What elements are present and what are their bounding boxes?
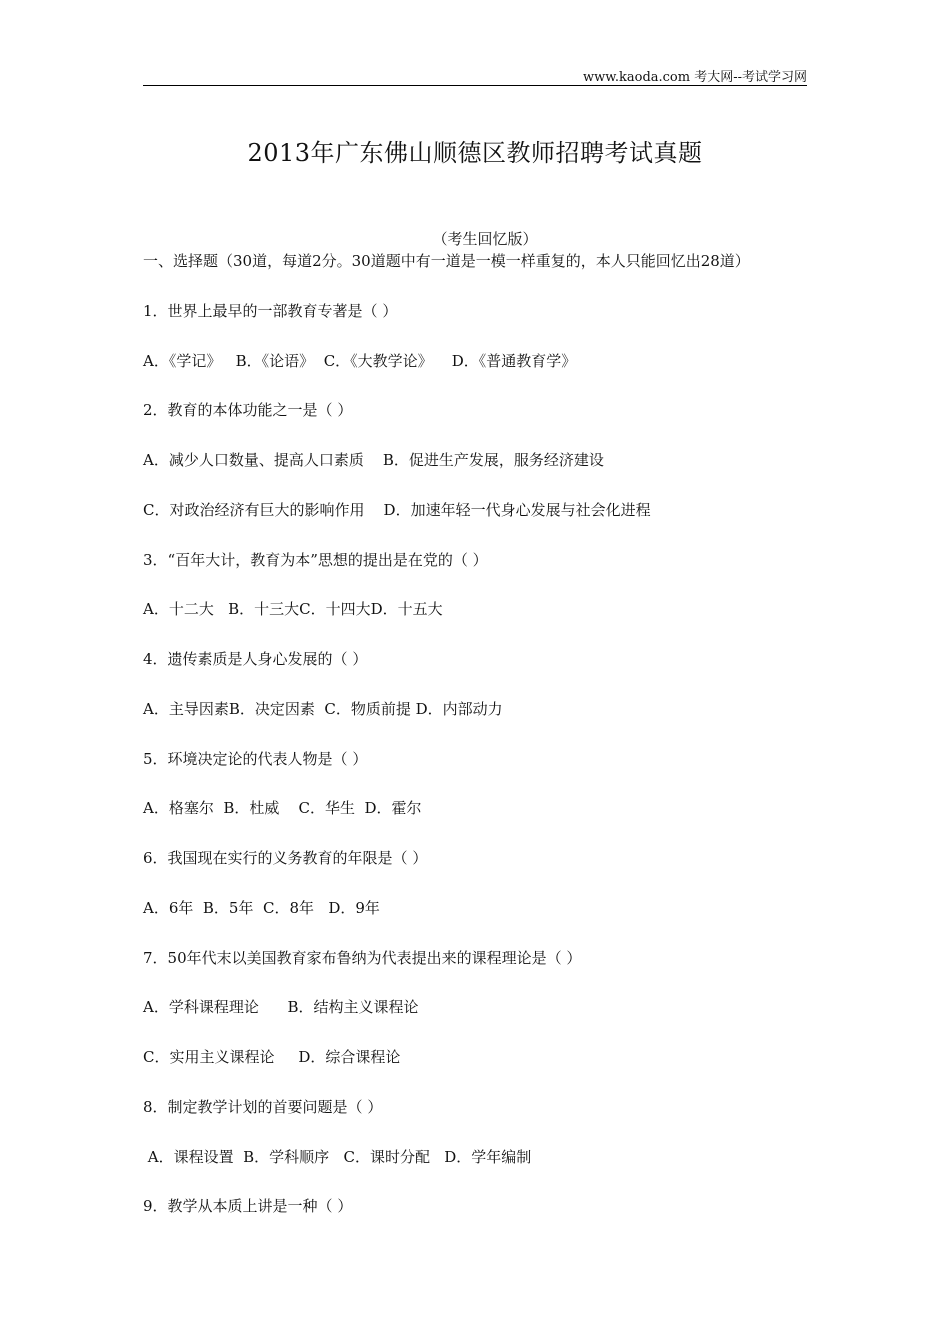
question-8-options: A．课程设置 B．学科顺序 C．课时分配 D．学年编制	[143, 1148, 532, 1166]
question-6: 6．我国现在实行的义务教育的年限是（ ）	[143, 849, 428, 867]
question-4: 4．遗传素质是人身心发展的（ ）	[143, 650, 368, 668]
question-2-options-cd: C．对政治经济有巨大的影响作用 D．加速年轻一代身心发展与社会化进程	[143, 501, 651, 519]
question-7: 7．50年代末以美国教育家布鲁纳为代表提出来的课程理论是（ ）	[143, 949, 582, 967]
question-5: 5．环境决定论的代表人物是（ ）	[143, 750, 368, 768]
question-6-options: A．6年 B．5年 C．8年 D．9年	[143, 899, 380, 917]
question-7-options-ab: A．学科课程理论 B．结构主义课程论	[143, 998, 419, 1016]
document-title: 2013年广东佛山顺德区教师招聘考试真题	[247, 139, 703, 167]
document-subtitle: （考生回忆版）	[432, 230, 538, 248]
header-divider	[143, 85, 807, 86]
question-1-options: A．《学记》 B．《论语》 C．《大教学论》 D．《普通教育学》	[143, 352, 577, 370]
question-2: 2．教育的本体功能之一是（ ）	[143, 401, 353, 419]
question-4-options: A．主导因素B．决定因素 C．物质前提 D．内部动力	[143, 700, 503, 718]
question-3: 3．“百年大计，教育为本”思想的提出是在党的（ ）	[143, 551, 488, 569]
question-8: 8．制定教学计划的首要问题是（ ）	[143, 1098, 383, 1116]
question-9: 9．教学从本质上讲是一种（ ）	[143, 1197, 353, 1215]
question-1: 1．世界上最早的一部教育专著是（ ）	[143, 302, 398, 320]
header-site-text: www.kaoda.com 考大网--考试学习网	[583, 70, 807, 85]
question-2-options-ab: A．减少人口数量、提高人口素质 B．促进生产发展，服务经济建设	[143, 451, 604, 469]
question-5-options: A．格塞尔 B．杜威 C．华生 D．霍尔	[143, 799, 422, 817]
section-heading: 一、选择题（30道，每道2分。30道题中有一道是一模一样重复的，本人只能回忆出28道）	[143, 252, 750, 270]
question-7-options-cd: C．实用主义课程论 D．综合课程论	[143, 1048, 401, 1066]
question-3-options: A．十二大 B．十三大C．十四大D．十五大	[143, 600, 443, 618]
